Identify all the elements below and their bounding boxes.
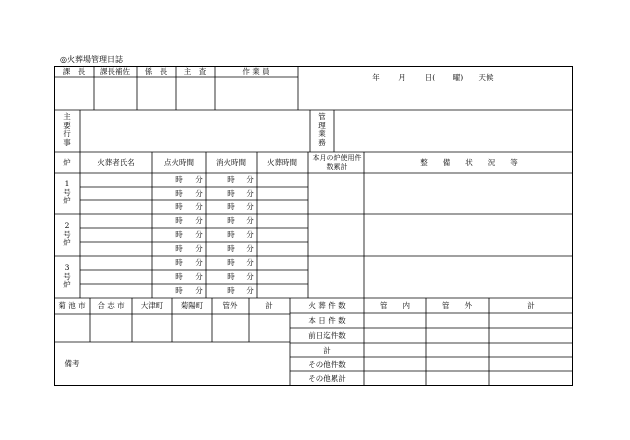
region-koshi: 合 志 市 xyxy=(97,301,125,310)
col-deceased-name: 火葬者氏名 xyxy=(97,158,135,167)
document-title: ◎火葬場管理日誌 xyxy=(60,55,123,64)
hour-unit-label: 時 xyxy=(227,244,235,253)
region-kikuchi: 菊 池 市 xyxy=(58,301,86,310)
minute-unit-label: 分 xyxy=(246,189,254,198)
minute-unit-label: 分 xyxy=(246,216,254,225)
hour-unit-label: 時 xyxy=(175,189,183,198)
remarks-label: 備考 xyxy=(64,359,80,368)
col-cremation-time: 火葬時間 xyxy=(267,158,297,167)
furnace-label-3: 3号炉 xyxy=(63,263,71,290)
minute-unit-label: 分 xyxy=(246,202,254,211)
minute-unit-label: 分 xyxy=(195,258,203,267)
hour-unit-label: 時 xyxy=(175,272,183,281)
hour-unit-label: 時 xyxy=(227,272,235,281)
hour-unit-label: 時 xyxy=(175,244,183,253)
minute-unit-label: 分 xyxy=(246,258,254,267)
minute-unit-label: 分 xyxy=(195,286,203,295)
stats-row-today: 本 日 件 数 xyxy=(308,316,346,325)
role-section-chief: 課 長 xyxy=(62,67,86,76)
date-weekday: 曜) xyxy=(452,73,464,82)
hour-unit-label: 時 xyxy=(227,258,235,267)
furnace-label-1: 1号炉 xyxy=(63,179,71,206)
management-log-table xyxy=(54,66,573,386)
hour-unit-label: 時 xyxy=(227,230,235,239)
stats-row-other-cumulative: その他累計 xyxy=(308,374,346,383)
hour-unit-label: 時 xyxy=(227,189,235,198)
role-workers: 作 業 員 xyxy=(242,67,270,76)
col-extinguish-time: 消火時間 xyxy=(216,158,246,167)
stats-row-total: 計 xyxy=(323,346,331,355)
region-total: 計 xyxy=(265,301,273,310)
stats-row-until-yesterday: 前日迄件数 xyxy=(308,331,346,340)
minute-unit-label: 分 xyxy=(195,244,203,253)
minute-unit-label: 分 xyxy=(246,175,254,184)
hour-unit-label: 時 xyxy=(175,175,183,184)
minute-unit-label: 分 xyxy=(195,230,203,239)
stats-col-outside: 管 外 xyxy=(442,301,472,310)
hour-unit-label: 時 xyxy=(175,216,183,225)
col-maintenance-status: 整 備 状 況 等 xyxy=(420,158,518,167)
region-ozu: 大津町 xyxy=(140,301,164,310)
minute-unit-label: 分 xyxy=(195,189,203,198)
minute-unit-label: 分 xyxy=(246,286,254,295)
hour-unit-label: 時 xyxy=(175,230,183,239)
date-year: 年 xyxy=(372,73,380,82)
management-duties-label: 管理業務 xyxy=(318,112,326,147)
minute-unit-label: 分 xyxy=(195,202,203,211)
hour-unit-label: 時 xyxy=(227,175,235,184)
minute-unit-label: 分 xyxy=(195,216,203,225)
minute-unit-label: 分 xyxy=(246,272,254,281)
role-supervisor: 主 査 xyxy=(183,67,207,76)
minute-unit-label: 分 xyxy=(195,175,203,184)
role-deputy-chief: 課長補佐 xyxy=(100,67,130,76)
col-monthly-usage-count: 本月の炉使用件数累計 xyxy=(312,154,362,172)
minute-unit-label: 分 xyxy=(195,272,203,281)
hour-unit-label: 時 xyxy=(227,202,235,211)
col-ignition-time: 点火時間 xyxy=(164,158,194,167)
weather-label: 天候 xyxy=(478,73,494,82)
minute-unit-label: 分 xyxy=(246,230,254,239)
date-month: 月 xyxy=(398,73,406,82)
hour-unit-label: 時 xyxy=(227,286,235,295)
date-day: 日( xyxy=(424,73,436,82)
hour-unit-label: 時 xyxy=(175,202,183,211)
hour-unit-label: 時 xyxy=(175,286,183,295)
main-events-label: 主要行事 xyxy=(63,112,71,147)
cremation-count-header: 火 葬 件 数 xyxy=(308,301,346,310)
furnace-label-2: 2号炉 xyxy=(63,221,71,248)
col-furnace: 炉 xyxy=(63,158,71,167)
region-outside: 管外 xyxy=(222,301,238,310)
hour-unit-label: 時 xyxy=(175,258,183,267)
region-kikuyo: 菊陽町 xyxy=(180,301,204,310)
stats-col-inside: 管 内 xyxy=(380,301,410,310)
role-subsection-chief: 係 長 xyxy=(144,67,168,76)
stats-row-other-count: その他件数 xyxy=(308,360,346,369)
stats-col-total: 計 xyxy=(527,301,535,310)
minute-unit-label: 分 xyxy=(246,244,254,253)
hour-unit-label: 時 xyxy=(227,216,235,225)
